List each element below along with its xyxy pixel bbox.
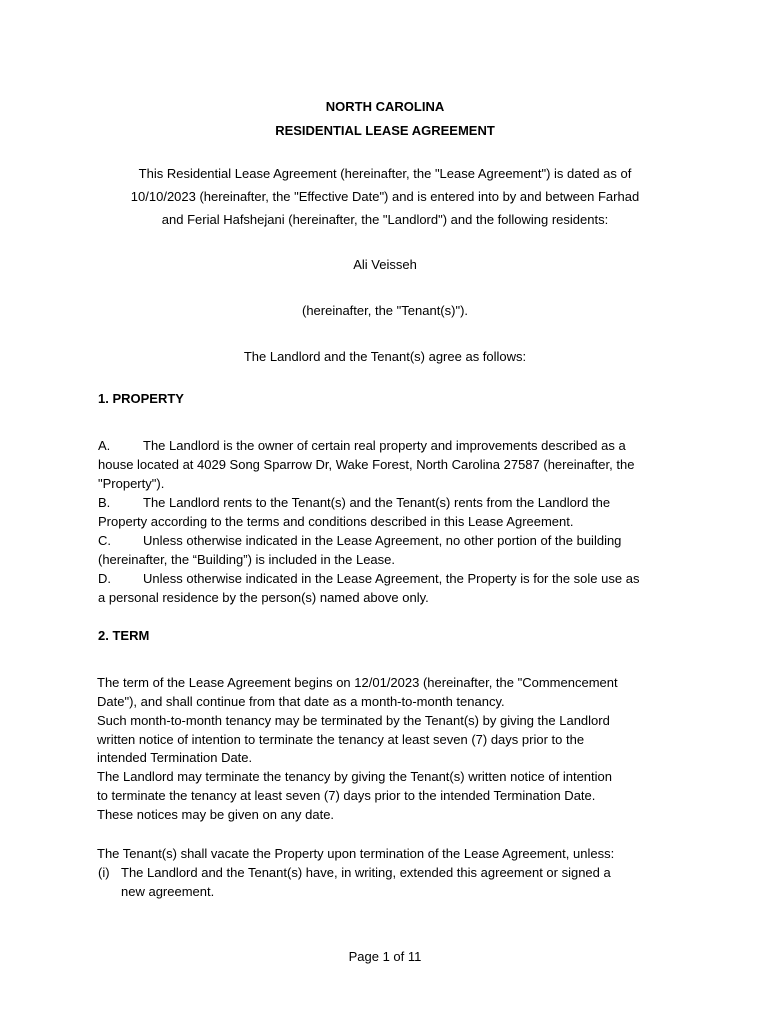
- paragraph-line: to terminate the tenancy at least seven (7) days prior to the intended Termination Date.: [97, 787, 596, 803]
- item-line: The Landlord and the Tenant(s) have, in writing, extended this agreement or signed a: [121, 864, 611, 880]
- heading-state: NORTH CAROLINA: [325, 98, 445, 114]
- intro-line: 10/10/2023 (hereinafter, the "Effective Date") and is entered into by and between Farhad: [130, 188, 640, 204]
- document-title: RESIDENTIAL LEASE AGREEMENT: [275, 122, 495, 138]
- item-label: (i): [98, 864, 110, 880]
- item-line: "Property").: [98, 475, 165, 491]
- paragraph-line: These notices may be given on any date.: [97, 806, 335, 822]
- paragraph-line: The term of the Lease Agreement begins on 12/01/2023 (hereinafter, the "Commencement: [97, 674, 618, 690]
- paragraph-line: intended Termination Date.: [97, 749, 253, 765]
- tenant-name: Ali Veisseh: [353, 256, 417, 272]
- item-line: Unless otherwise indicated in the Lease Agreement, no other portion of the building: [143, 532, 622, 548]
- item-label: C.: [98, 532, 111, 548]
- item-label: B.: [98, 494, 111, 510]
- item-line: house located at 4029 Song Sparrow Dr, Wake Forest, North Carolina 27587 (hereinafter, the: [98, 456, 635, 472]
- item-line: (hereinafter, the “Building”) is included in the Lease.: [98, 551, 396, 567]
- tenant-designation: (hereinafter, the "Tenant(s)").: [301, 302, 469, 318]
- item-line: Unless otherwise indicated in the Lease Agreement, the Property is for the sole use as: [143, 570, 640, 586]
- page-number: Page 1 of 11: [348, 948, 422, 964]
- item-label: A.: [98, 437, 111, 453]
- section-heading: 2. TERM: [98, 627, 150, 643]
- vacate-statement: The Tenant(s) shall vacate the Property upon termination of the Lease Agreement, unless:: [97, 845, 615, 861]
- paragraph-line: written notice of intention to terminate the tenancy at least seven (7) days prior to the: [97, 731, 585, 747]
- intro-line: This Residential Lease Agreement (hereinafter, the "Lease Agreement") is dated as of: [138, 165, 632, 181]
- paragraph-line: Date"), and shall continue from that date as a month-to-month tenancy.: [97, 693, 505, 709]
- paragraph-line: The Landlord may terminate the tenancy by giving the Tenant(s) written notice of intention: [97, 768, 612, 784]
- intro-line: and Ferial Hafshejani (hereinafter, the "Landlord") and the following residents:: [161, 211, 609, 227]
- paragraph-line: Such month-to-month tenancy may be terminated by the Tenant(s) by giving the Landlord: [97, 712, 610, 728]
- agreement-statement: The Landlord and the Tenant(s) agree as follows:: [243, 348, 527, 364]
- item-line: a personal residence by the person(s) named above only.: [98, 589, 429, 605]
- item-line: Property according to the terms and conditions described in this Lease Agreement.: [98, 513, 574, 529]
- item-label: D.: [98, 570, 111, 586]
- item-line: The Landlord is the owner of certain real property and improvements described as a: [143, 437, 626, 453]
- item-line: new agreement.: [121, 883, 215, 899]
- section-heading: 1. PROPERTY: [98, 390, 184, 406]
- item-line: The Landlord rents to the Tenant(s) and the Tenant(s) rents from the Landlord the: [143, 494, 611, 510]
